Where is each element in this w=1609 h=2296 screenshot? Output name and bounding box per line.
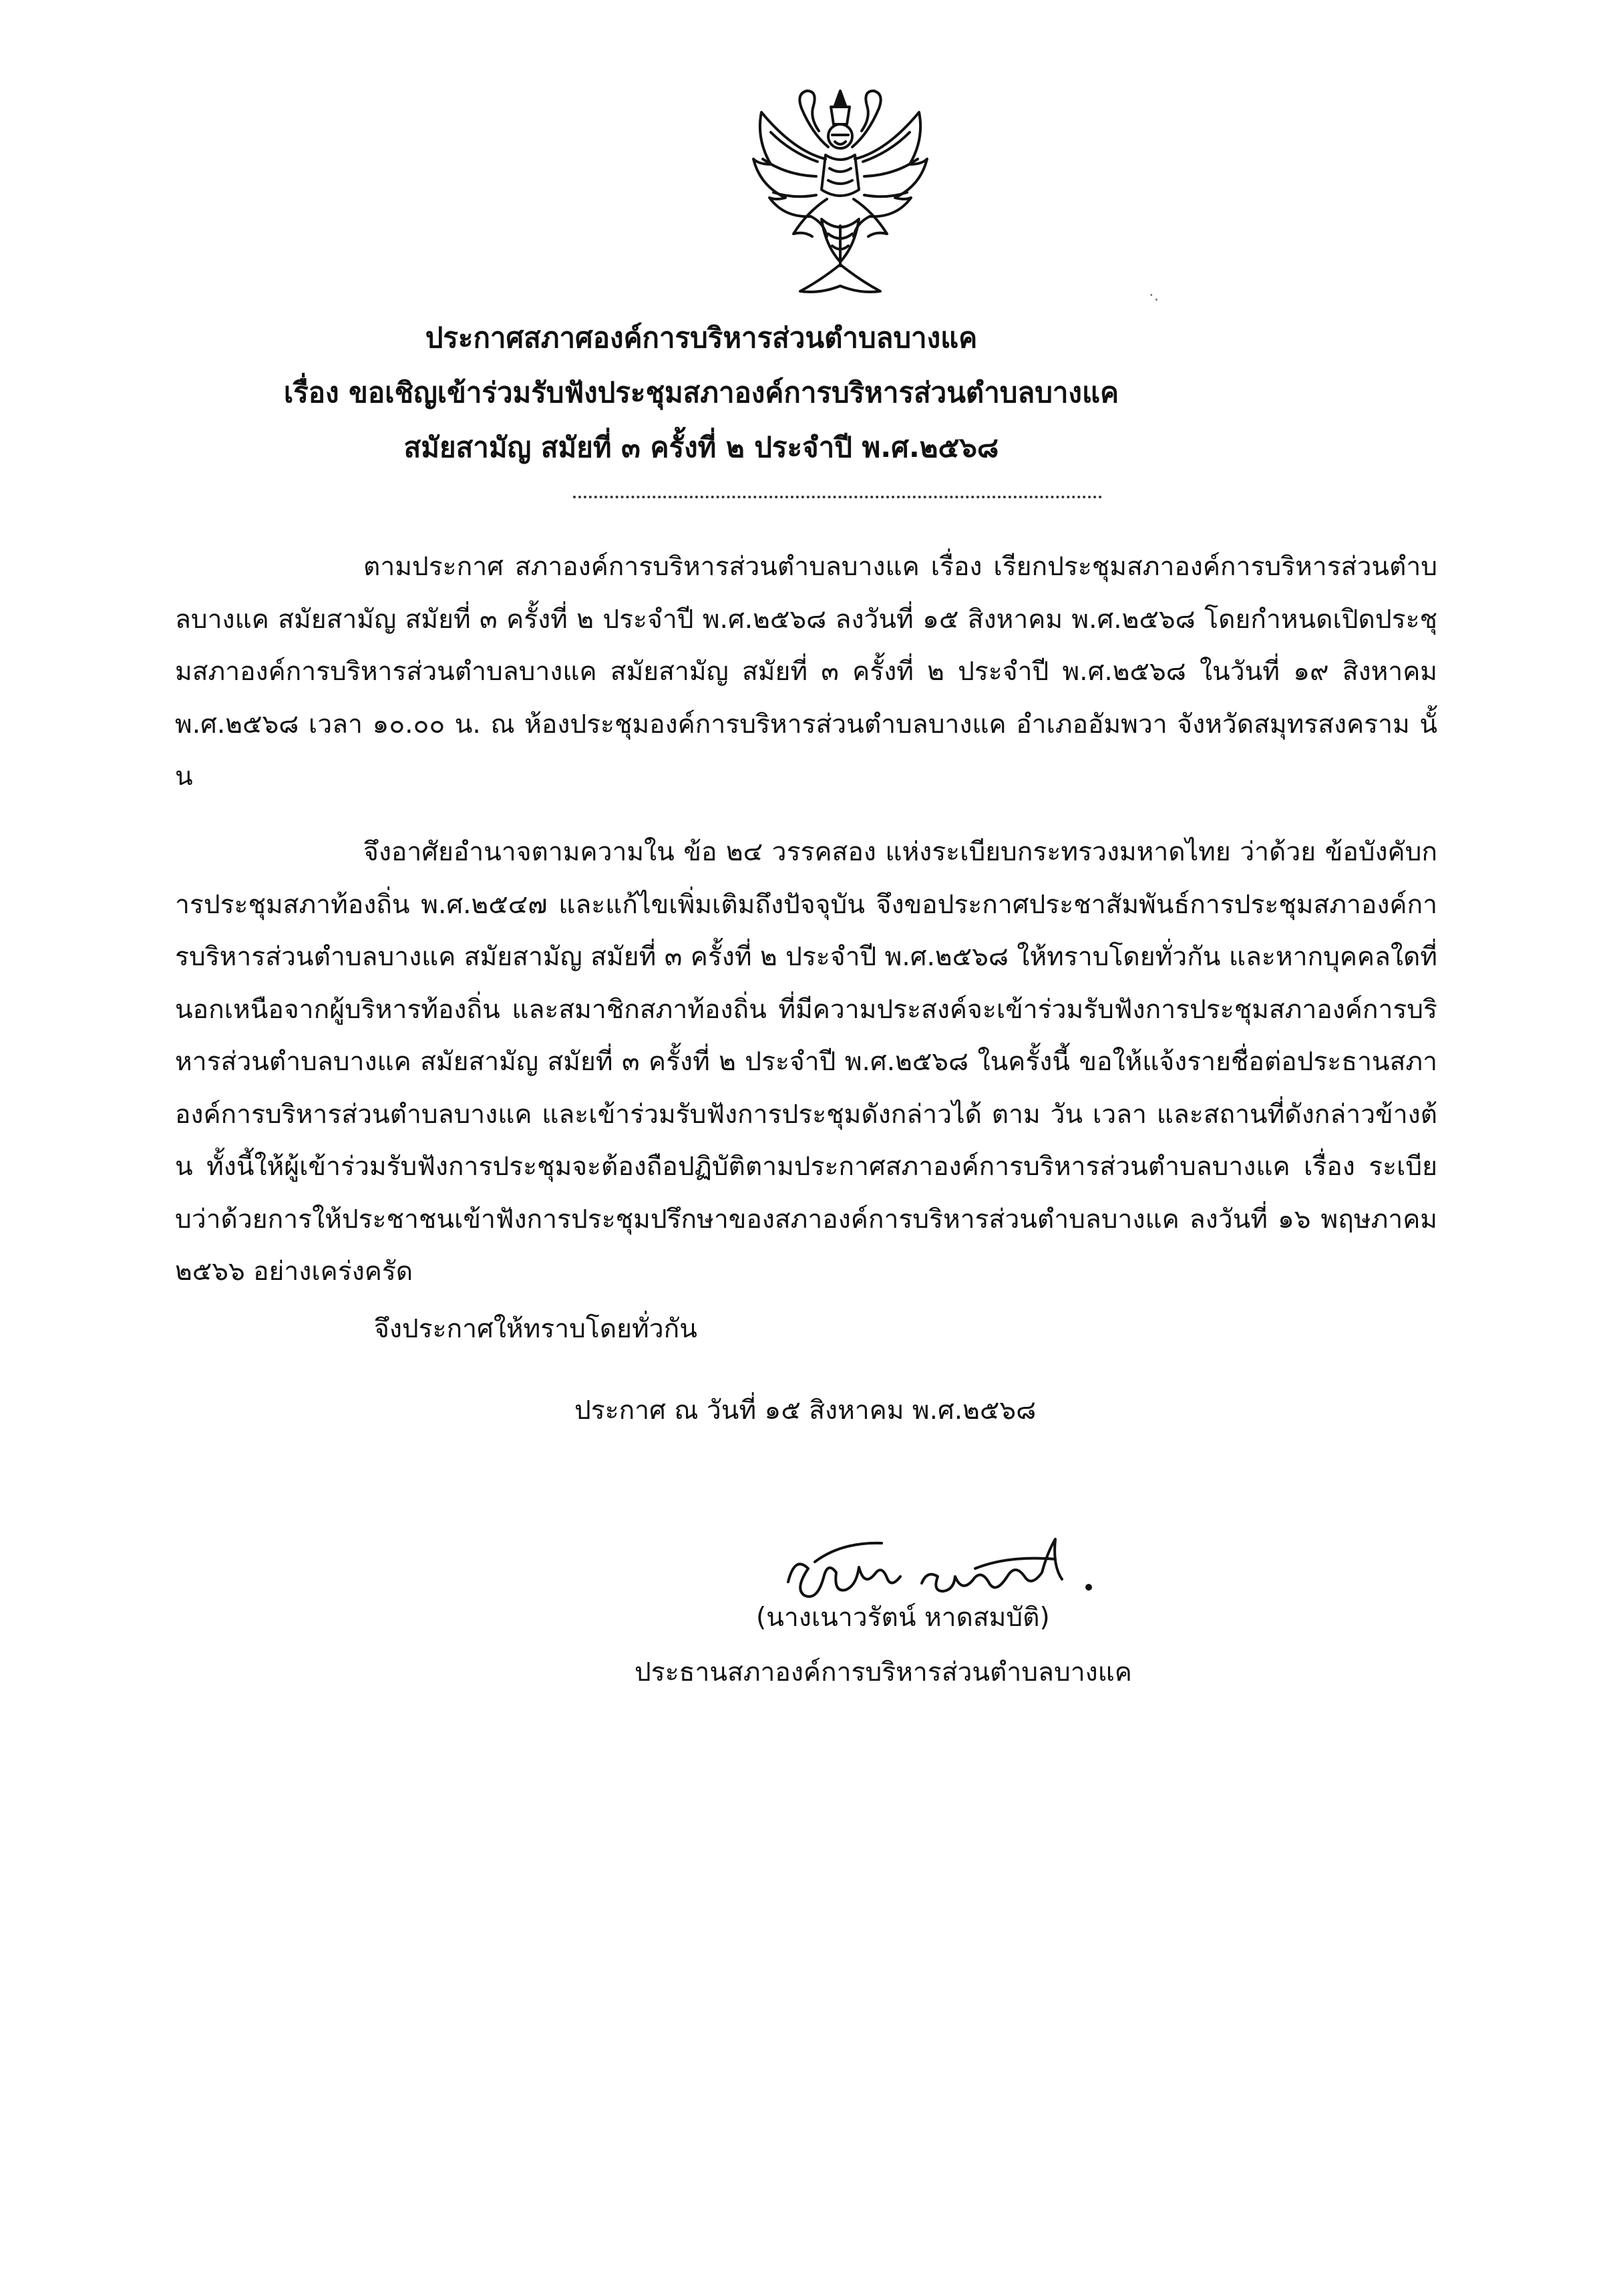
body-paragraph-2: จึงอาศัยอำนาจตามความใน ข้อ ๒๔ วรรคสอง แห่งระเบียบกระทรวงมหาดไทย ว่าด้วย ข้อบังคับการประชุมสภาท้องถิ่น พ.ศ.๒๕๔๗ และแก้ไขเพิ่มเติมถึงปัจจุบัน จึงขอประกาศประชาสัมพันธ์การประชุมสภาองค์การบริหารส่วนตำบลบางแค สมัยสามัญ สมัยที่ ๓ ครั้งที่ ๒ ประจำปี พ.ศ.๒๕๖๘ ให้ทราบโดยทั่วกัน และหากบุคคลใดที่นอกเหนือจากผู้บริหารท้องถิ่น และสมาชิกสภาท้องถิ่น ที่มีความประสงค์จะเข้าร่วมรับฟังการประชุมสภาองค์การบริหารส่วนตำบลบางแค สมัยสามัญ สมัยที่ ๓ ครั้งที่ ๒ ประจำปี พ.ศ.๒๕๖๘ ในครั้งนี้ ขอให้แจ้งรายชื่อต่อประธานสภาองค์การบริหารส่วนตำบลบางแค และเข้าร่วมรับฟังการประชุมดังกล่าวได้ ตาม วัน เวลา และสถานที่ดังกล่าวข้างต้น ทั้งนี้ให้ผู้เข้าร่วมรับฟังการประชุมจะต้องถือปฏิบัติตามประกาศสภาองค์การบริหารส่วนตำบลบางแค เรื่อง ระเบียบว่าด้วยการให้ประชาชนเข้าฟังการประชุมปรึกษาของสภาองค์การบริหารส่วนตำบลบางแค ลงวันที่ ๑๖ พฤษภาคม ๒๕๖๖ อย่างเคร่งครัด <box>175 837 1437 1287</box>
garuda-emblem-icon <box>747 86 934 306</box>
dotted-divider <box>573 496 1102 498</box>
body-paragraph-1: ตามประกาศ สภาองค์การบริหารส่วนตำบลบางแค เรื่อง เรียกประชุมสภาองค์การบริหารส่วนตำบลบางแค สมัยสามัญ สมัยที่ ๓ ครั้งที่ ๒ ประจำปี พ.ศ.๒๕๖๘ ลงวันที่ ๑๕ สิงหาคม พ.ศ.๒๕๖๘ โดยกำหนดเปิดประชุมสภาองค์การบริหารส่วนตำบลบางแค สมัยสามัญ สมัยที่ ๓ ครั้งที่ ๒ ประจำปี พ.ศ.๒๕๖๘ ในวันที่ ๑๙ สิงหาคม พ.ศ.๒๕๖๘ เวลา ๑๐.๐๐ น. ณ ห้องประชุมองค์การบริหารส่วนตำบลบางแค อำเภออัมพวา จังหวัดสมุทรสงคราม นั้น <box>175 552 1437 792</box>
signer-title: ประธานสภาองค์การบริหารส่วนตำบลบางแค <box>635 1657 1132 1687</box>
date-line: ประกาศ ณ วันที่ ๑๕ สิงหาคม พ.ศ.๒๕๖๘ <box>574 1396 1037 1426</box>
announcement-title: ประกาศสภาศองค์การบริหารส่วนตำบลบางแค <box>425 321 978 354</box>
subject-line: เรื่อง ขอเชิญเข้าร่วมรับฟังประชุมสภาองค์การบริหารส่วนตำบลบางแค <box>283 376 1119 409</box>
closing-line: จึงประกาศให้ทราบโดยทั่วกัน <box>374 1314 697 1344</box>
session-line: สมัยสามัญ สมัยที่ ๓ ครั้งที่ ๒ ประจำปี พ.ศ.๒๕๖๘ <box>403 431 999 464</box>
signer-name: (นางเนาวรัตน์ หาดสมบัติ) <box>756 1603 1050 1633</box>
scan-speck: ·. <box>1149 286 1159 305</box>
